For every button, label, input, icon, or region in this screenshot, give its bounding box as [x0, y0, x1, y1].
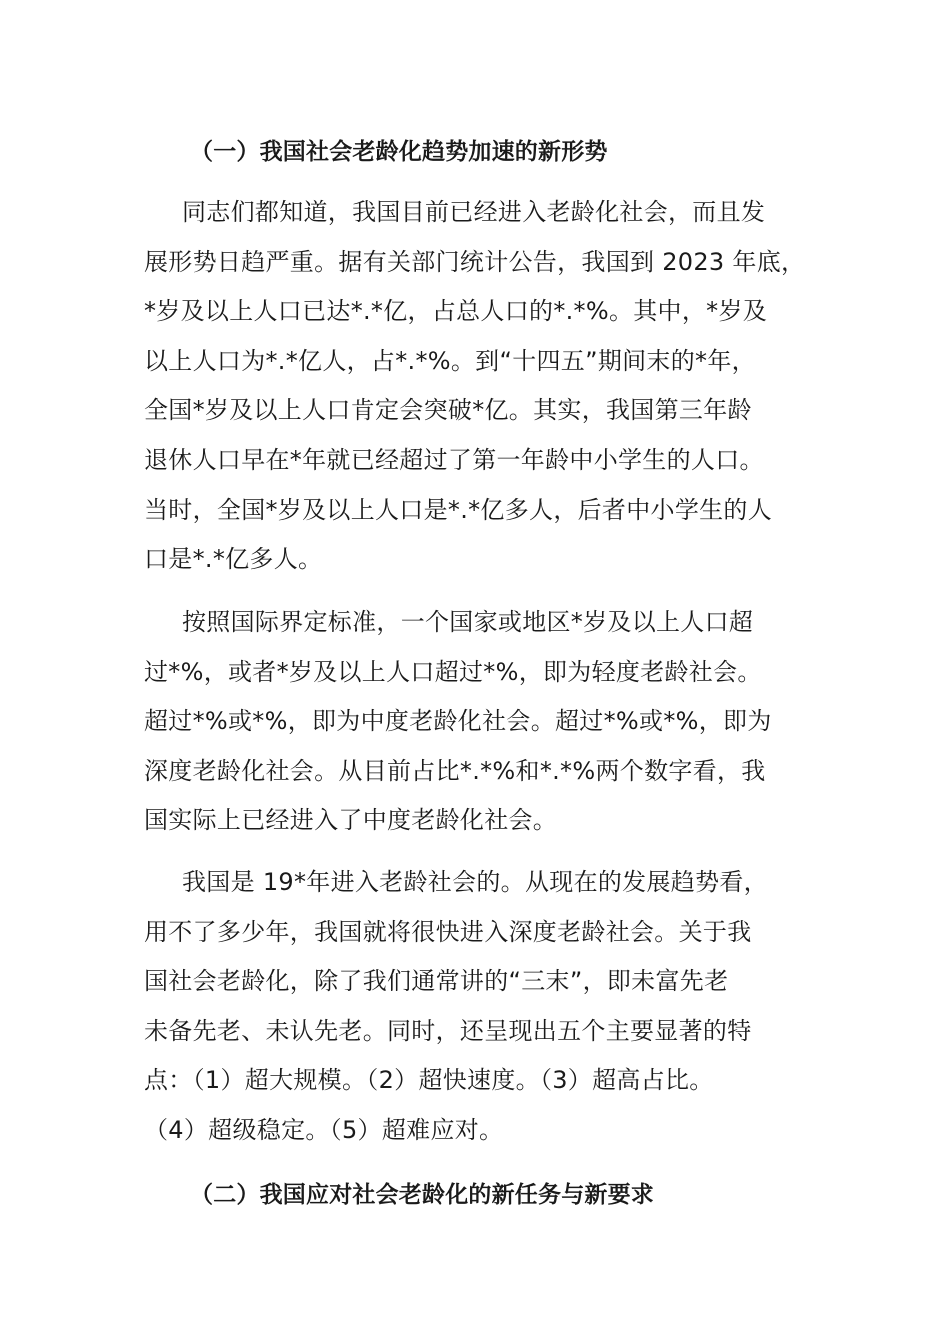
paragraph-2	[144, 598, 834, 846]
paragraph-line: 当时，全国*岁及以上人口是*.*亿多人，后者中小学生的人	[144, 495, 773, 524]
paragraph-line: 过*%，或者*岁及以上人口超过*%，即为轻度老龄社会。	[144, 657, 762, 686]
paragraph-line: 未备先老、未认先老。同时，还呈现出五个主要显著的特	[144, 1016, 752, 1045]
paragraph-line: 展形势日趋严重。据有关部门统计公告，我国到 2023 年底，	[144, 247, 806, 276]
paragraph-line: 我国是 19*年进入老龄社会的。从现在的发展趋势看，	[182, 868, 768, 896]
paragraph-line: 全国*岁及以上人口肯定会突破*亿。其实，我国第三年龄	[144, 396, 752, 425]
paragraph-line: 用不了多少年，我国就将很快进入深度老龄社会。关于我	[144, 917, 752, 946]
paragraph-line: 超过*%或*%，即为中度老龄化社会。超过*%或*%，即为	[144, 707, 772, 736]
paragraph-line: *岁及以上人口已达*.*亿，占总人口的*.*%。其中，*岁及	[144, 297, 768, 326]
paragraph-line: 深度老龄化社会。从目前占比*.*%和*.*%两个数字看，我	[144, 756, 766, 785]
paragraph-line: 以上人口为*.*亿人，占*.*%。到“十四五”期间末的*年，	[144, 346, 756, 375]
paragraph-line: 点：（1）超大规模。（2）超快速度。（3）超高占比。	[144, 1066, 714, 1095]
section-heading-2: （二）我国应对社会老龄化的新任务与新要求	[190, 1182, 654, 1208]
paragraph-1	[144, 188, 834, 585]
paragraph-line: 退休人口早在*年就已经超过了第一年龄中小学生的人口。	[144, 445, 764, 474]
paragraph-line: 国实际上已经进入了中度老龄化社会。	[144, 806, 558, 835]
paragraph-line: 同志们都知道，我国目前已经进入老龄化社会，而且发	[182, 198, 766, 226]
paragraph-line: （4）超级稳定。（5）超难应对。	[144, 1115, 504, 1144]
paragraph-3	[144, 858, 834, 1156]
paragraph-line: 国社会老龄化，除了我们通常讲的“三末”，即未富先老	[144, 967, 729, 996]
paragraph-line: 按照国际界定标准，一个国家或地区*岁及以上人口超	[182, 608, 754, 636]
section-heading-1: （一）我国社会老龄化趋势加速的新形势	[190, 139, 608, 165]
paragraph-line: 口是*.*亿多人。	[144, 545, 323, 574]
